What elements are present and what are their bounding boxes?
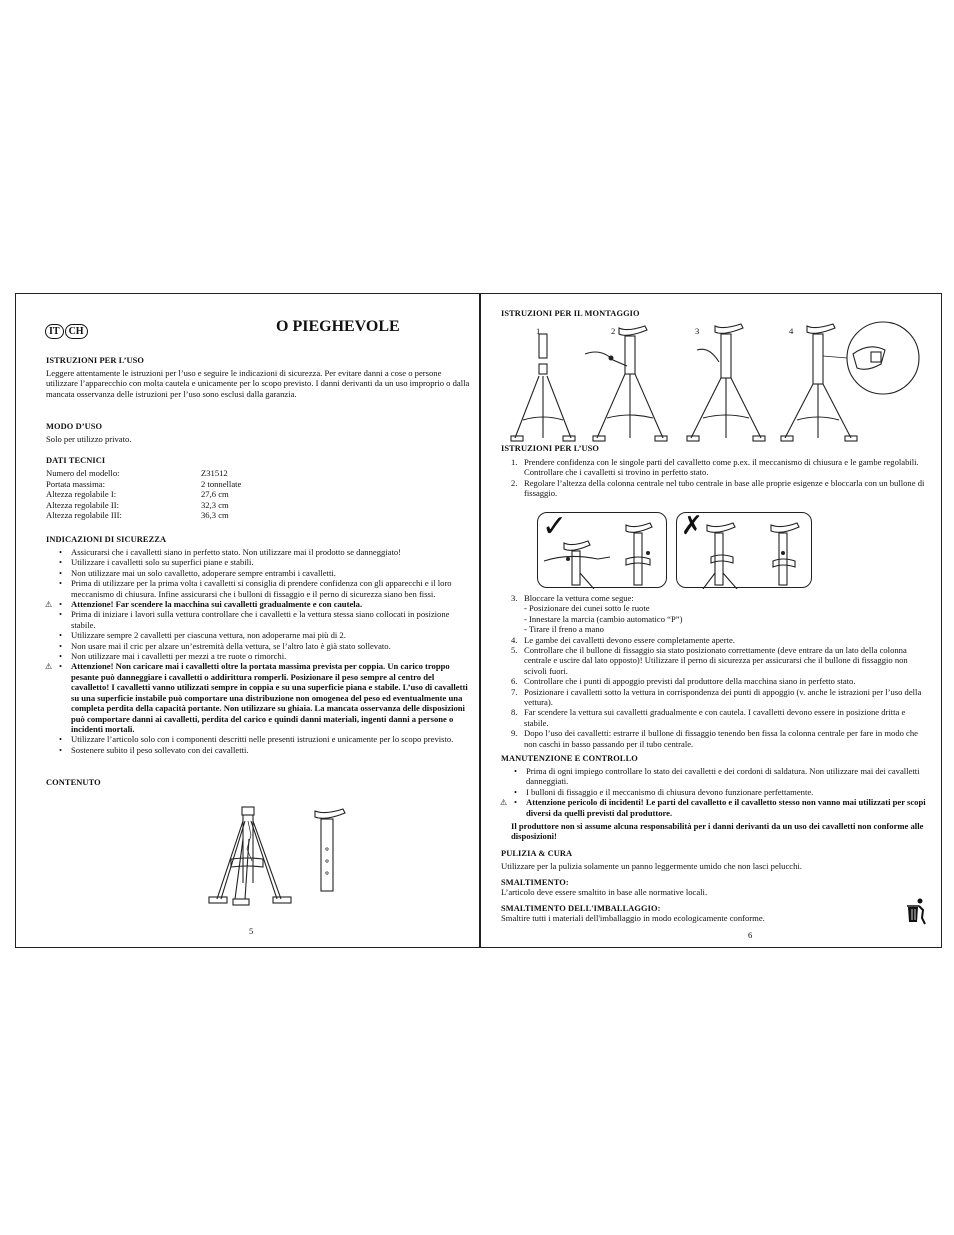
item-number: 6.	[511, 676, 518, 687]
list-item	[501, 687, 927, 708]
text-smaltimento: L’articolo deve essere smaltito in base alle normative locali.	[501, 887, 708, 897]
list-item: • Non utilizzare mai i cavalletti per mezzi a tre ruote o rimorchi.	[46, 651, 468, 661]
heading-contenuto: CONTENUTO	[46, 778, 101, 787]
list-subitem: - Tirare il freno a mano	[524, 624, 604, 635]
usage-list-a	[501, 457, 927, 499]
list-subitem: - Posizionare dei cunei sotto le ruote	[524, 603, 650, 614]
item-number: 7.	[511, 686, 518, 697]
warning-text: Attenzione pericolo di incidenti! Le parti del cavalletto e il cavalletto stesso non vanno mai utilizzati per scopi diversi da quelli previsti dal produttore.	[526, 797, 926, 818]
list-item-warning	[46, 599, 468, 609]
lang-badge-it: IT	[45, 324, 64, 339]
heading-istruzioni-uso-right: ISTRUZIONI PER L’USO	[501, 444, 600, 453]
item-text: Controllare che i punti di appoggio previsti dal produttore della macchina siano in perfetto stato.	[524, 676, 856, 687]
step-number: 1	[536, 326, 541, 336]
tech-value: 2 tonnellate	[201, 478, 242, 489]
page-divider	[479, 294, 481, 947]
heading-smaltimento: SMALTIMENTO:	[501, 878, 569, 887]
tech-value: Z31512	[201, 468, 228, 478]
list-item: • Non usare mai il cric per alzare un’estremità della vettura, se l’altro lato è già stato sollevato.	[46, 641, 468, 651]
manual-spread	[15, 293, 942, 948]
list-item	[501, 707, 927, 728]
heading-montaggio: ISTRUZIONI PER IL MONTAGGIO	[501, 309, 640, 318]
safety-list	[46, 547, 468, 755]
tech-row	[46, 510, 241, 521]
list-item: • Sostenere subito il peso sollevato con dei cavalletti.	[46, 745, 468, 755]
usage-list-b	[501, 593, 927, 749]
warning-icon: • ⚠	[45, 662, 53, 672]
language-badges	[45, 321, 88, 339]
list-item	[501, 728, 927, 749]
tech-row	[46, 489, 241, 500]
list-subitem: - Innestare la marcia (cambio automatico “P”)	[524, 613, 683, 624]
correct-usage-illustration	[538, 513, 668, 589]
tech-key: Altezza regolabile II:	[46, 499, 120, 510]
text-pulizia: Utilizzare per la pulizia solamente un panno leggermente umido che non lasci pelucchi.	[501, 861, 802, 871]
page-number-left: 5	[249, 926, 254, 936]
item-text: Le gambe dei cavalletti devono essere completamente aperte.	[524, 634, 735, 645]
tech-value: 32,3 cm	[201, 499, 229, 510]
list-item: • Prima di utilizzare per la prima volta i cavalletti si consiglia di prendere confidenza con gli apparecchi e il loro meccanismo di chiusura. Infine assicurarsi che i bulloni di fissaggio e il perno di sicurezza siano ben fissi.	[46, 578, 468, 599]
step-number: 4	[789, 326, 794, 336]
item-text: Far scendere la vettura sui cavalletti gradualmente e con cautela. I cavalletti devono essere in posizione dritta e stabile.	[524, 707, 906, 728]
wrong-usage-illustration	[677, 513, 813, 589]
disclaimer-text: Il produttore non si assume alcuna responsabilità per i danni derivanti da un uso dei cavalletti non conforme alle disposizioni!	[511, 821, 924, 842]
list-item: • Utilizzare sempre 2 cavalletti per ciascuna vettura, non adoperarne mai più di 2.	[46, 630, 468, 640]
page-left	[45, 294, 470, 947]
heading-istruzioni-uso: ISTRUZIONI PER L’USO	[46, 356, 145, 365]
tech-data-table	[46, 468, 241, 521]
item-number: 1.	[511, 457, 518, 467]
warning-text: Attenzione! Far scendere la macchina sui cavalletti gradualmente e con cautela.	[71, 599, 363, 610]
heading-imballaggio: SMALTIMENTO DELL'IMBALLAGGIO:	[501, 904, 661, 913]
assembly-steps-illustration	[501, 320, 941, 446]
heading-pulizia: PULIZIA & CURA	[501, 849, 573, 858]
wrong-usage-panel	[676, 512, 812, 588]
tech-row	[46, 500, 241, 511]
item-text: Posizionare i cavalletti sotto la vettura in corrispondenza dei punti di appoggio (v. anche le istrazioni per l’uso della vettura).	[524, 686, 922, 708]
item-number: 8.	[511, 707, 518, 718]
step-number: 2	[611, 326, 616, 336]
text-modo-uso: Solo per utilizzo privato.	[46, 434, 132, 444]
list-item: • Utilizzare l’articolo solo con i componenti descritti nelle presenti istruzioni e unicamente per lo scopo previsto.	[46, 734, 468, 744]
list-item: • Prima di iniziare i lavori sulla vettura controllare che i cavalletti e la vettura stessa siano collocati in posizione stabile.	[46, 609, 468, 630]
text-istruzioni-uso: Leggere attentamente le istruzioni per l’uso e seguire le indicazioni di sicurezza. Per evitare danni a cose o persone utilizzare l’apparecchio con molta cautela e unicamente per lo scopo previsto. I danni derivanti da un uso improprio o dalla mancata osservanza delle istruzioni per l’uso sono esclusi dalla garanzia.	[46, 368, 470, 399]
tech-key: Altezza regolabile I:	[46, 489, 117, 500]
list-item	[501, 457, 927, 478]
checkmark-icon: ✓	[542, 509, 568, 544]
item-text: Prendere confidenza con le singole parti del cavalletto come p.ex. il meccanismo di chiusura e le gambe regolabili. Controllare che i cavalletti si trovino in perfetto stato.	[524, 457, 919, 478]
heading-dati-tecnici: DATI TECNICI	[46, 456, 106, 465]
item-number: 5.	[511, 645, 518, 656]
list-item: • Prima di ogni impiego controllare lo stato dei cavalletti e dei cordoni di saldatura. Non utilizzare mai dei cavalletti danneggiati.	[501, 766, 927, 787]
lang-badge-ch: CH	[65, 324, 88, 339]
tech-value: 27,6 cm	[201, 489, 229, 500]
warning-icon: • ⚠	[500, 798, 508, 808]
list-item	[501, 593, 927, 603]
correct-usage-panel	[537, 509, 667, 588]
page-right	[501, 294, 931, 947]
tech-key: Numero del modello:	[46, 468, 120, 478]
list-item: • Assicurarsi che i cavalletti siano in perfetto stato. Non utilizzare mai il prodotto se danneggiato!	[46, 547, 468, 557]
text-imballaggio: Smaltire tutti i materiali dell'imballaggio in modo ecologicamente conforme.	[501, 913, 765, 923]
item-text: Bloccare la vettura come segue:	[524, 593, 634, 603]
list-item: • I bulloni di fissaggio e il meccanismo di chiusura devono funzionare perfettamente.	[501, 787, 927, 797]
recycle-bin-icon	[905, 898, 927, 926]
page-number-right: 6	[748, 930, 753, 940]
heading-manutenzione: MANUTENZIONE E CONTROLLO	[501, 754, 638, 763]
list-item: • Non utilizzare mai un solo cavalletto, adoperare sempre entrambi i cavalletti.	[46, 568, 468, 578]
item-number: 9.	[511, 728, 518, 739]
list-item	[501, 645, 927, 676]
list-item	[501, 478, 927, 499]
item-number: 2.	[511, 477, 518, 488]
list-item-warning	[501, 797, 927, 818]
item-text: Regolare l’altezza della colonna centrale nel tubo centrale in base alle proprie esigenze e bloccarla con un bullone di fissaggio.	[524, 477, 925, 499]
warning-text: Attenzione! Non caricare mai i cavalletti oltre la portata massima prevista per coppia. Un carico troppo pesante può danneggiare i cavalletti o addirittura romperli. Posizionare il peso sempre al centro del cavalletto! I cavalletti vanno utilizzati sempre in coppia e su una superficie piana e stabile. L’uso di cavalletti su una superficie instabile può comportare una distribuzione non omogenea del peso ed eventualmente una completa perdita della capacità portante. Non utilizzare su ghiaia. La mancata osservanza delle disposizioni può comportare danni ai cavalletti, perdita del carico e quindi danni materiali, ingenti danni a persone o incidenti mortali.	[71, 661, 468, 734]
step-number: 3	[695, 326, 700, 336]
jack-stand-contents-illustration	[187, 799, 367, 919]
tech-key: Portata massima:	[46, 478, 105, 489]
tech-value: 36,3 cm	[201, 510, 229, 521]
tech-row	[46, 479, 241, 490]
heading-modo-uso: MODO D’USO	[46, 422, 103, 431]
page-title: O PIEGHEVOLE	[276, 318, 400, 335]
list-item	[501, 676, 927, 686]
heading-sicurezza: INDICAZIONI DI SICUREZZA	[46, 535, 167, 544]
item-text: Dopo l’uso dei cavalletti: estrarre il bullone di fissaggio tenendo ben fissa la colonna centrale per fare in modo che non caschi in basso passando per il tubo centrale.	[524, 728, 918, 749]
item-text: Controllare che il bullone di fissaggio sia stato posizionato correttamente (deve entrare da un lato della colonna centrale e uscire dal lato opposto)! Utilizzare il perno di sicurezza per assicurarsi che il bullone di fissaggio non scivoli fuori.	[524, 645, 908, 676]
item-number: 3.	[511, 593, 518, 603]
maintenance-list	[501, 766, 927, 818]
warning-icon: • ⚠	[45, 600, 53, 610]
list-item	[501, 635, 927, 645]
list-item: • Utilizzare i cavalletti solo su superfici piane e stabili.	[46, 557, 468, 567]
tech-row	[46, 468, 241, 479]
item-number: 4.	[511, 634, 518, 645]
list-item-warning	[46, 661, 468, 734]
tech-key: Altezza regolabile III:	[46, 510, 122, 521]
cross-icon: ✗	[681, 511, 703, 541]
